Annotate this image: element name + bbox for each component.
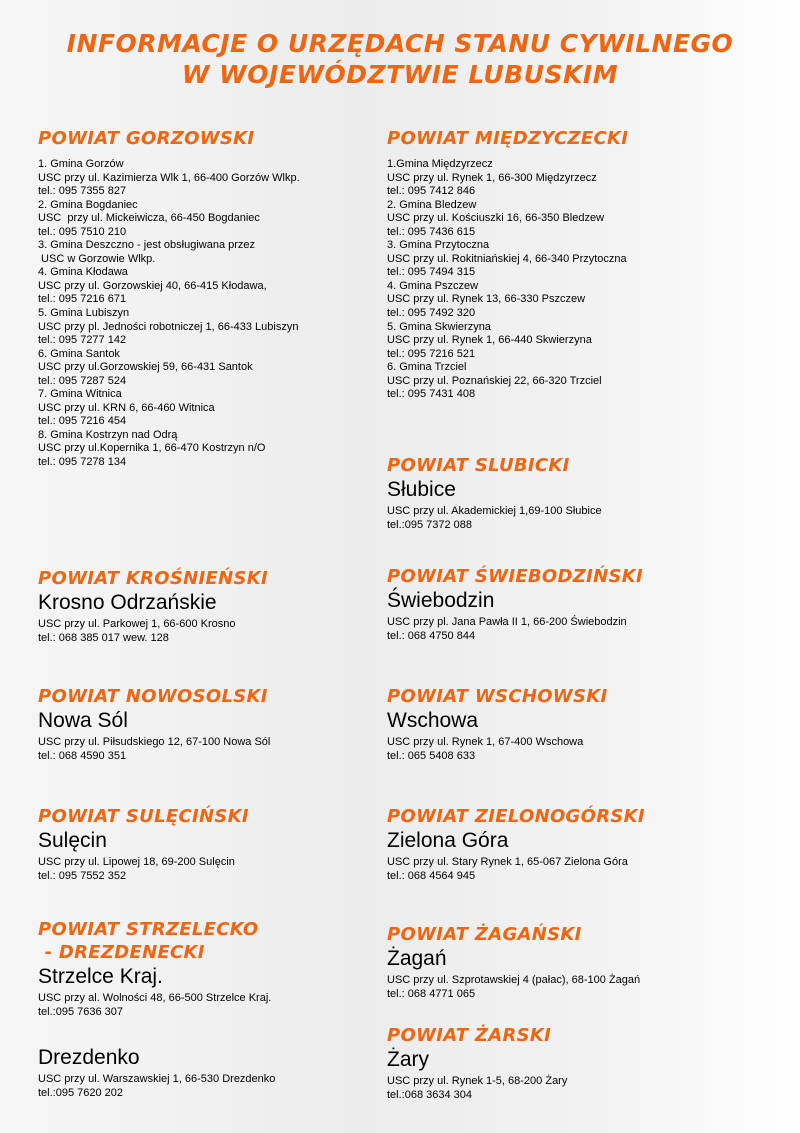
office-address: USC przy ul. Warszawskiej 1, 66-530 Drezdenko — [38, 1073, 276, 1085]
section-nowosolski — [38, 686, 378, 763]
office-line: USC przy ul.Kopernika 1, 66-470 Kostrzyn n/O — [38, 442, 266, 455]
office-city: Drezdenko — [38, 1046, 140, 1069]
office-city: Żary — [387, 1048, 429, 1071]
office-phone: tel.:095 7372 088 — [387, 519, 473, 531]
office-line: 7. Gmina Witnica — [38, 388, 122, 401]
section-wschowski — [387, 686, 767, 763]
office-line: USC przy ul. Gorzowskiej 40, 66-415 Kłodawa, — [38, 279, 267, 292]
section-header: POWIAT ZIELONOGÓRSKI — [387, 806, 645, 827]
office-address: USC przy pl. Jana Pawła II 1, 66-200 Świebodzin — [387, 616, 627, 628]
page-title — [0, 28, 800, 90]
office-city: Sulęcin — [38, 829, 107, 852]
section-header: POWIAT GORZOWSKI — [38, 128, 255, 149]
office-line: USC przy ul. KRN 6, 66-460 Witnica — [38, 401, 215, 414]
office-list — [387, 158, 767, 402]
section-header-line-1: POWIAT STRZELECKO — [38, 919, 259, 940]
office-line: 4. Gmina Pszczew — [387, 279, 479, 292]
office-address: USC przy ul. Parkowej 1, 66-600 Krosno — [38, 618, 236, 630]
page-title-line-1: INFORMACJE O URZĘDACH STANU CYWILNEGO — [66, 29, 734, 58]
office-phone: tel.: 095 7552 352 — [38, 870, 127, 882]
section-header: POWIAT NOWOSOLSKI — [38, 686, 268, 707]
office-line: 3. Gmina Przytoczna — [387, 239, 490, 252]
office-line: 5. Gmina Lubiszyn — [38, 307, 130, 320]
office-phone: tel.: 065 5408 633 — [387, 750, 476, 762]
office-line: tel.: 095 7510 210 — [38, 225, 127, 238]
office-line: 5. Gmina Skwierzyna — [387, 320, 491, 333]
section-miedzyrzecki — [387, 128, 767, 402]
office-line: USC przy ul. Rokitniańskiej 4, 66-340 Przytoczna — [387, 252, 627, 265]
office-line: tel.: 095 7492 320 — [387, 307, 476, 320]
office-address: USC przy ul. Rynek 1, 67-400 Wschowa — [387, 736, 584, 748]
office-city: Zielona Góra — [387, 829, 509, 852]
section-slubicki — [387, 455, 767, 532]
office-address: USC przy al. Wolności 48, 66-500 Strzelce Kraj. — [38, 992, 272, 1004]
office-line: 3. Gmina Deszczno - jest obsługiwana przez — [38, 239, 256, 252]
office-line: 4. Gmina Kłodawa — [38, 266, 128, 279]
section-strzelecko-drezdenecki — [38, 918, 378, 1019]
section-zarski — [387, 1025, 767, 1102]
office-line: 6. Gmina Trzciel — [387, 361, 467, 374]
section-sulecinski — [38, 806, 378, 883]
office-city: Wschowa — [387, 709, 479, 732]
office-phone: tel.: 068 4564 945 — [387, 870, 476, 882]
office-city: Strzelce Kraj. — [38, 965, 163, 988]
page-title-line-2: W WOJEWÓDZTWIE LUBUSKIM — [181, 60, 619, 89]
office-line: 1. Gmina Gorzów — [38, 158, 124, 170]
office-line: USC przy pl. Jedności robotniczej 1, 66-433 Lubiszyn — [38, 320, 299, 333]
section-gorzowski — [38, 128, 378, 470]
office-line: USC w Gorzowie Wlkp. — [38, 252, 156, 265]
office-line: tel.: 095 7278 134 — [38, 456, 127, 469]
office-city: Słubice — [387, 478, 456, 501]
section-header: POWIAT ŻARSKI — [387, 1025, 552, 1046]
office-phone: tel.:095 7636 307 — [38, 1006, 124, 1018]
section-zielonogorski — [387, 806, 767, 883]
office-list — [38, 158, 378, 470]
office-line: tel.: 095 7287 524 — [38, 374, 127, 387]
office-city: Nowa Sól — [38, 709, 128, 732]
office-line: USC przy ul. Rynek 1, 66-300 Międzyrzecz — [387, 171, 597, 184]
office-line: USC przy ul. Kościuszki 16, 66-350 Bledzew — [387, 212, 605, 225]
section-header-line-2: - DREZDENECKI — [38, 942, 205, 963]
office-phone: tel.: 068 4750 844 — [387, 630, 476, 642]
office-phone: tel.: 068 385 017 wew. 128 — [38, 632, 169, 644]
office-phone: tel.: 068 4771 065 — [387, 988, 476, 1000]
office-line: tel.: 095 7412 846 — [387, 185, 476, 198]
office-line: USC przy ul. Rynek 13, 66-330 Pszczew — [387, 293, 586, 306]
office-address: USC przy ul. Akademickiej 1,69-100 Słubice — [387, 505, 602, 517]
office-phone: tel.:095 7620 202 — [38, 1087, 124, 1099]
office-city: Krosno Odrzańskie — [38, 591, 217, 614]
office-city: Świebodzin — [387, 589, 495, 612]
office-line: USC przy ul. Kazimierza Wlk 1, 66-400 Gorzów Wlkp. — [38, 171, 300, 184]
office-line: USC przy ul. Poznańskiej 22, 66-320 Trzciel — [387, 374, 602, 387]
office-line: tel.: 095 7431 408 — [387, 388, 476, 401]
section-krosnienski — [38, 568, 378, 645]
office-line: tel.: 095 7494 315 — [387, 266, 476, 279]
office-city: Żagań — [387, 947, 447, 970]
office-line: tel.: 095 7216 671 — [38, 293, 127, 306]
office-line: tel.: 095 7436 615 — [387, 225, 476, 238]
office-address: USC przy ul. Rynek 1-5, 68-200 Żary — [387, 1075, 568, 1087]
section-zaganski — [387, 924, 767, 1001]
office-address: USC przy ul. Piłsudskiego 12, 67-100 Nowa Sól — [38, 736, 271, 748]
office-line: tel.: 095 7355 827 — [38, 185, 127, 198]
office-address: USC przy ul. Stary Rynek 1, 65-067 Zielona Góra — [387, 856, 628, 868]
section-header: POWIAT ŚWIEBODZIŃSKI — [387, 566, 643, 587]
office-line: USC przy ul. Mickeiwicza, 66-450 Bogdaniec — [38, 212, 260, 225]
section-header: POWIAT SULĘCIŃSKI — [38, 806, 249, 827]
office-phone: tel.:068 3634 304 — [387, 1089, 473, 1101]
office-line: USC przy ul. Rynek 1, 66-440 Skwierzyna — [387, 334, 592, 347]
office-line: 2. Gmina Bogdaniec — [38, 198, 138, 211]
section-header: POWIAT WSCHOWSKI — [387, 686, 608, 707]
section-header: POWIAT MIĘDZYCZECKI — [387, 128, 629, 149]
section-header: POWIAT ŻAGAŃSKI — [387, 924, 582, 945]
office-line: 2. Gmina Bledzew — [387, 198, 477, 211]
office-address: USC przy ul. Szprotawskiej 4 (pałac), 68-100 Żagań — [387, 974, 641, 986]
office-line: 1.Gmina Międzyrzecz — [387, 158, 493, 170]
section-header: POWIAT SLUBICKI — [387, 455, 570, 476]
section-header: POWIAT KROŚNIEŃSKI — [38, 568, 269, 589]
office-line: 8. Gmina Kostrzyn nad Odrą — [38, 428, 178, 441]
office-drezdenko — [38, 1045, 378, 1100]
office-line: 6. Gmina Santok — [38, 347, 120, 360]
office-phone: tel.: 068 4590 351 — [38, 750, 127, 762]
office-line: USC przy ul.Gorzowskiej 59, 66-431 Santok — [38, 361, 253, 374]
office-line: tel.: 095 7277 142 — [38, 334, 127, 347]
office-line: tel.: 095 7216 454 — [38, 415, 127, 428]
office-address: USC przy ul. Lipowej 18, 69-200 Sulęcin — [38, 856, 235, 868]
section-swiebodzinski — [387, 566, 767, 643]
office-line: tel.: 095 7216 521 — [387, 347, 476, 360]
